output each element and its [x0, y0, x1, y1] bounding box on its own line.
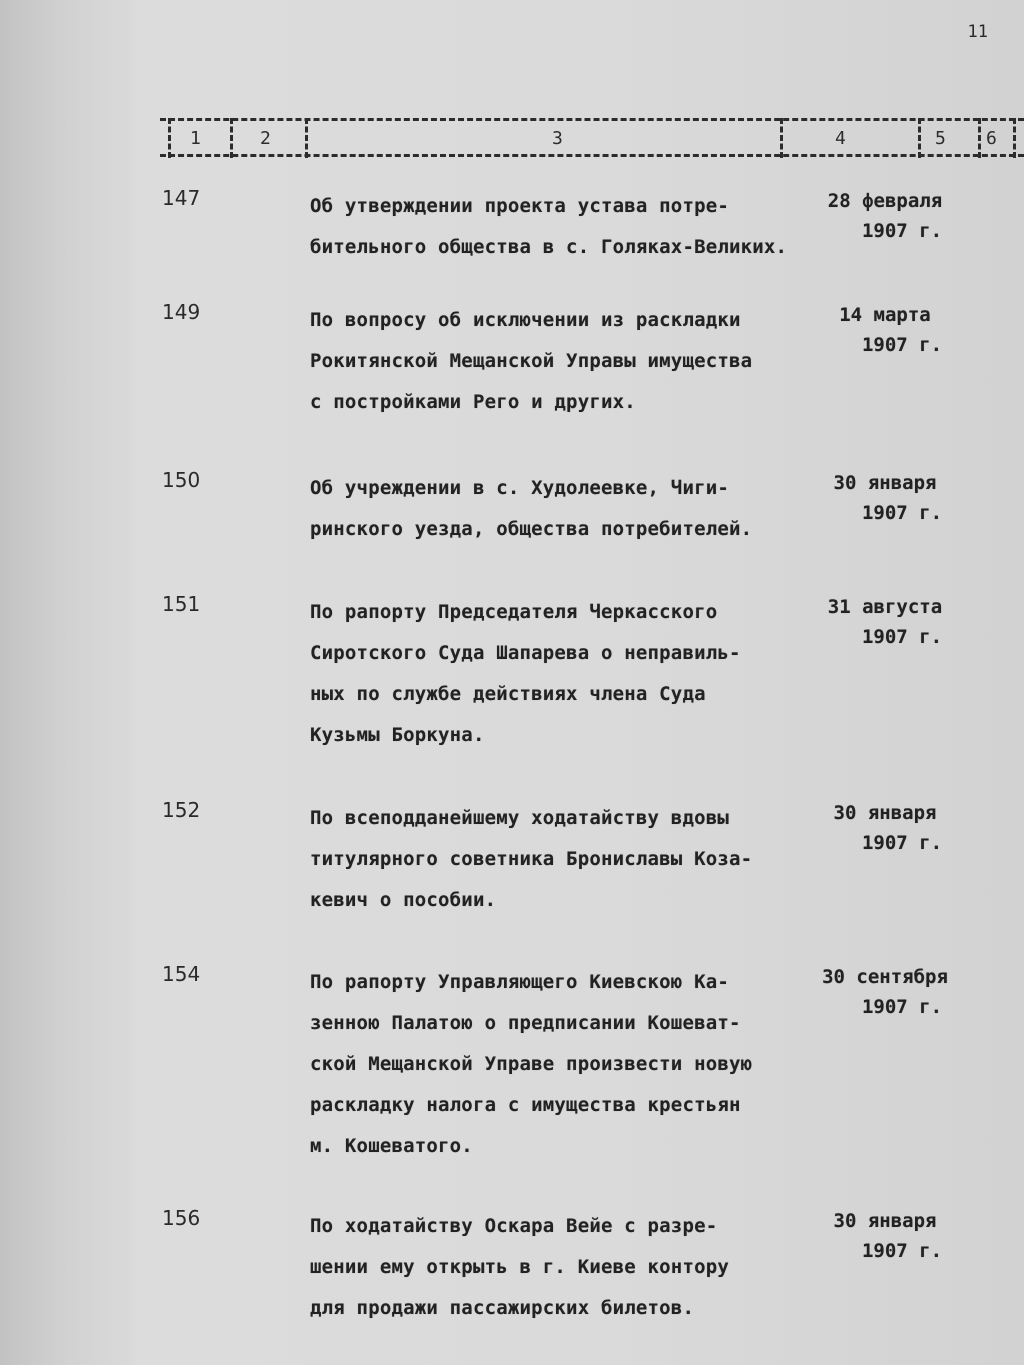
- entry-description: [310, 1206, 810, 1329]
- column-number-6: 6: [986, 128, 997, 149]
- date-year: 1907 г.: [861, 626, 943, 648]
- description-line: ской Мещанской Управе произвести новую: [310, 1053, 753, 1075]
- entry-number: 147: [162, 186, 201, 210]
- description-line: для продажи пассажирских билетов.: [310, 1297, 695, 1319]
- header-separator: [918, 118, 921, 158]
- description-line: Об учреждении в с. Худолеевке, Чиги-: [310, 477, 730, 499]
- column-number-header: [160, 110, 1024, 160]
- description-line: По рапорту Управляющего Киевскою Ка-: [310, 971, 730, 993]
- date-year: 1907 г.: [861, 502, 943, 524]
- description-line: ринского уезда, общества потребителей.: [310, 518, 753, 540]
- date-year: 1907 г.: [861, 220, 943, 242]
- description-line: Рокитянской Мещанской Управы имущества: [310, 350, 753, 372]
- description-line: бительного общества в с. Голяках-Великих.: [310, 236, 788, 258]
- column-number-5: 5: [935, 128, 946, 149]
- date-year: 1907 г.: [861, 334, 943, 356]
- description-line: По всеподданейшему ходатайству вдовы: [310, 807, 730, 829]
- entry-date: [800, 1206, 970, 1266]
- header-separator: [168, 118, 171, 158]
- header-separator: [230, 118, 233, 158]
- description-line: титулярного советника Брониславы Коза-: [310, 848, 753, 870]
- entry-date: [800, 300, 970, 360]
- entry-description: [310, 798, 810, 921]
- description-line: м. Кошеватого.: [310, 1135, 473, 1157]
- description-line: Кузьмы Боркуна.: [310, 724, 485, 746]
- column-number-2: 2: [260, 128, 271, 149]
- description-line: По ходатайству Оскара Вейе с разре-: [310, 1215, 718, 1237]
- entry-number: 151: [162, 592, 201, 616]
- description-line: ных по службе действиях члена Суда: [310, 683, 706, 705]
- date-year: 1907 г.: [861, 832, 943, 854]
- date-day-month: 30 января: [833, 802, 937, 824]
- description-line: По вопросу об исключении из раскладки: [310, 309, 741, 331]
- description-line: шении ему открыть в г. Киеве контору: [310, 1256, 730, 1278]
- description-line: кевич о пособии.: [310, 889, 497, 911]
- description-line: зенною Палатою о предписании Кошеват-: [310, 1012, 741, 1034]
- description-line: Об утверждении проекта устава потре-: [310, 195, 730, 217]
- entry-number: 149: [162, 300, 201, 324]
- entry-number: 156: [162, 1206, 201, 1230]
- entry-description: [310, 468, 810, 550]
- date-day-month: 30 января: [833, 472, 937, 494]
- entry-description: [310, 300, 810, 423]
- header-separator: [305, 118, 308, 158]
- entry-date: [800, 186, 970, 246]
- entry-number: 150: [162, 468, 201, 492]
- entry-number: 152: [162, 798, 201, 822]
- date-day-month: 30 января: [833, 1210, 937, 1232]
- date-day-month: 31 августа: [827, 596, 943, 618]
- page-number: 11: [967, 22, 988, 42]
- column-number-1: 1: [190, 128, 201, 149]
- entry-description: [310, 962, 810, 1167]
- header-bottom-rule: [160, 154, 1024, 157]
- entry-number: 154: [162, 962, 201, 986]
- date-day-month: 14 марта: [839, 304, 931, 326]
- entry-date: [800, 962, 970, 1022]
- entry-date: [800, 468, 970, 528]
- header-separator: [780, 118, 783, 158]
- date-year: 1907 г.: [861, 1240, 943, 1262]
- entry-date: [800, 798, 970, 858]
- entry-description: [310, 186, 810, 268]
- header-separator: [978, 118, 981, 158]
- column-number-3: 3: [552, 128, 563, 149]
- header-separator: [1013, 118, 1016, 158]
- date-year: 1907 г.: [861, 996, 943, 1018]
- date-day-month: 30 сентября: [822, 966, 948, 988]
- entry-description: [310, 592, 810, 756]
- description-line: Сиротского Суда Шапарева о неправиль-: [310, 642, 741, 664]
- description-line: с постройками Рего и других.: [310, 391, 636, 413]
- header-top-rule: [160, 118, 1024, 121]
- date-day-month: 28 февраля: [827, 190, 943, 212]
- description-line: По рапорту Председателя Черкасского: [310, 601, 718, 623]
- description-line: раскладку налога с имущества крестьян: [310, 1094, 741, 1116]
- entry-date: [800, 592, 970, 652]
- column-number-4: 4: [835, 128, 846, 149]
